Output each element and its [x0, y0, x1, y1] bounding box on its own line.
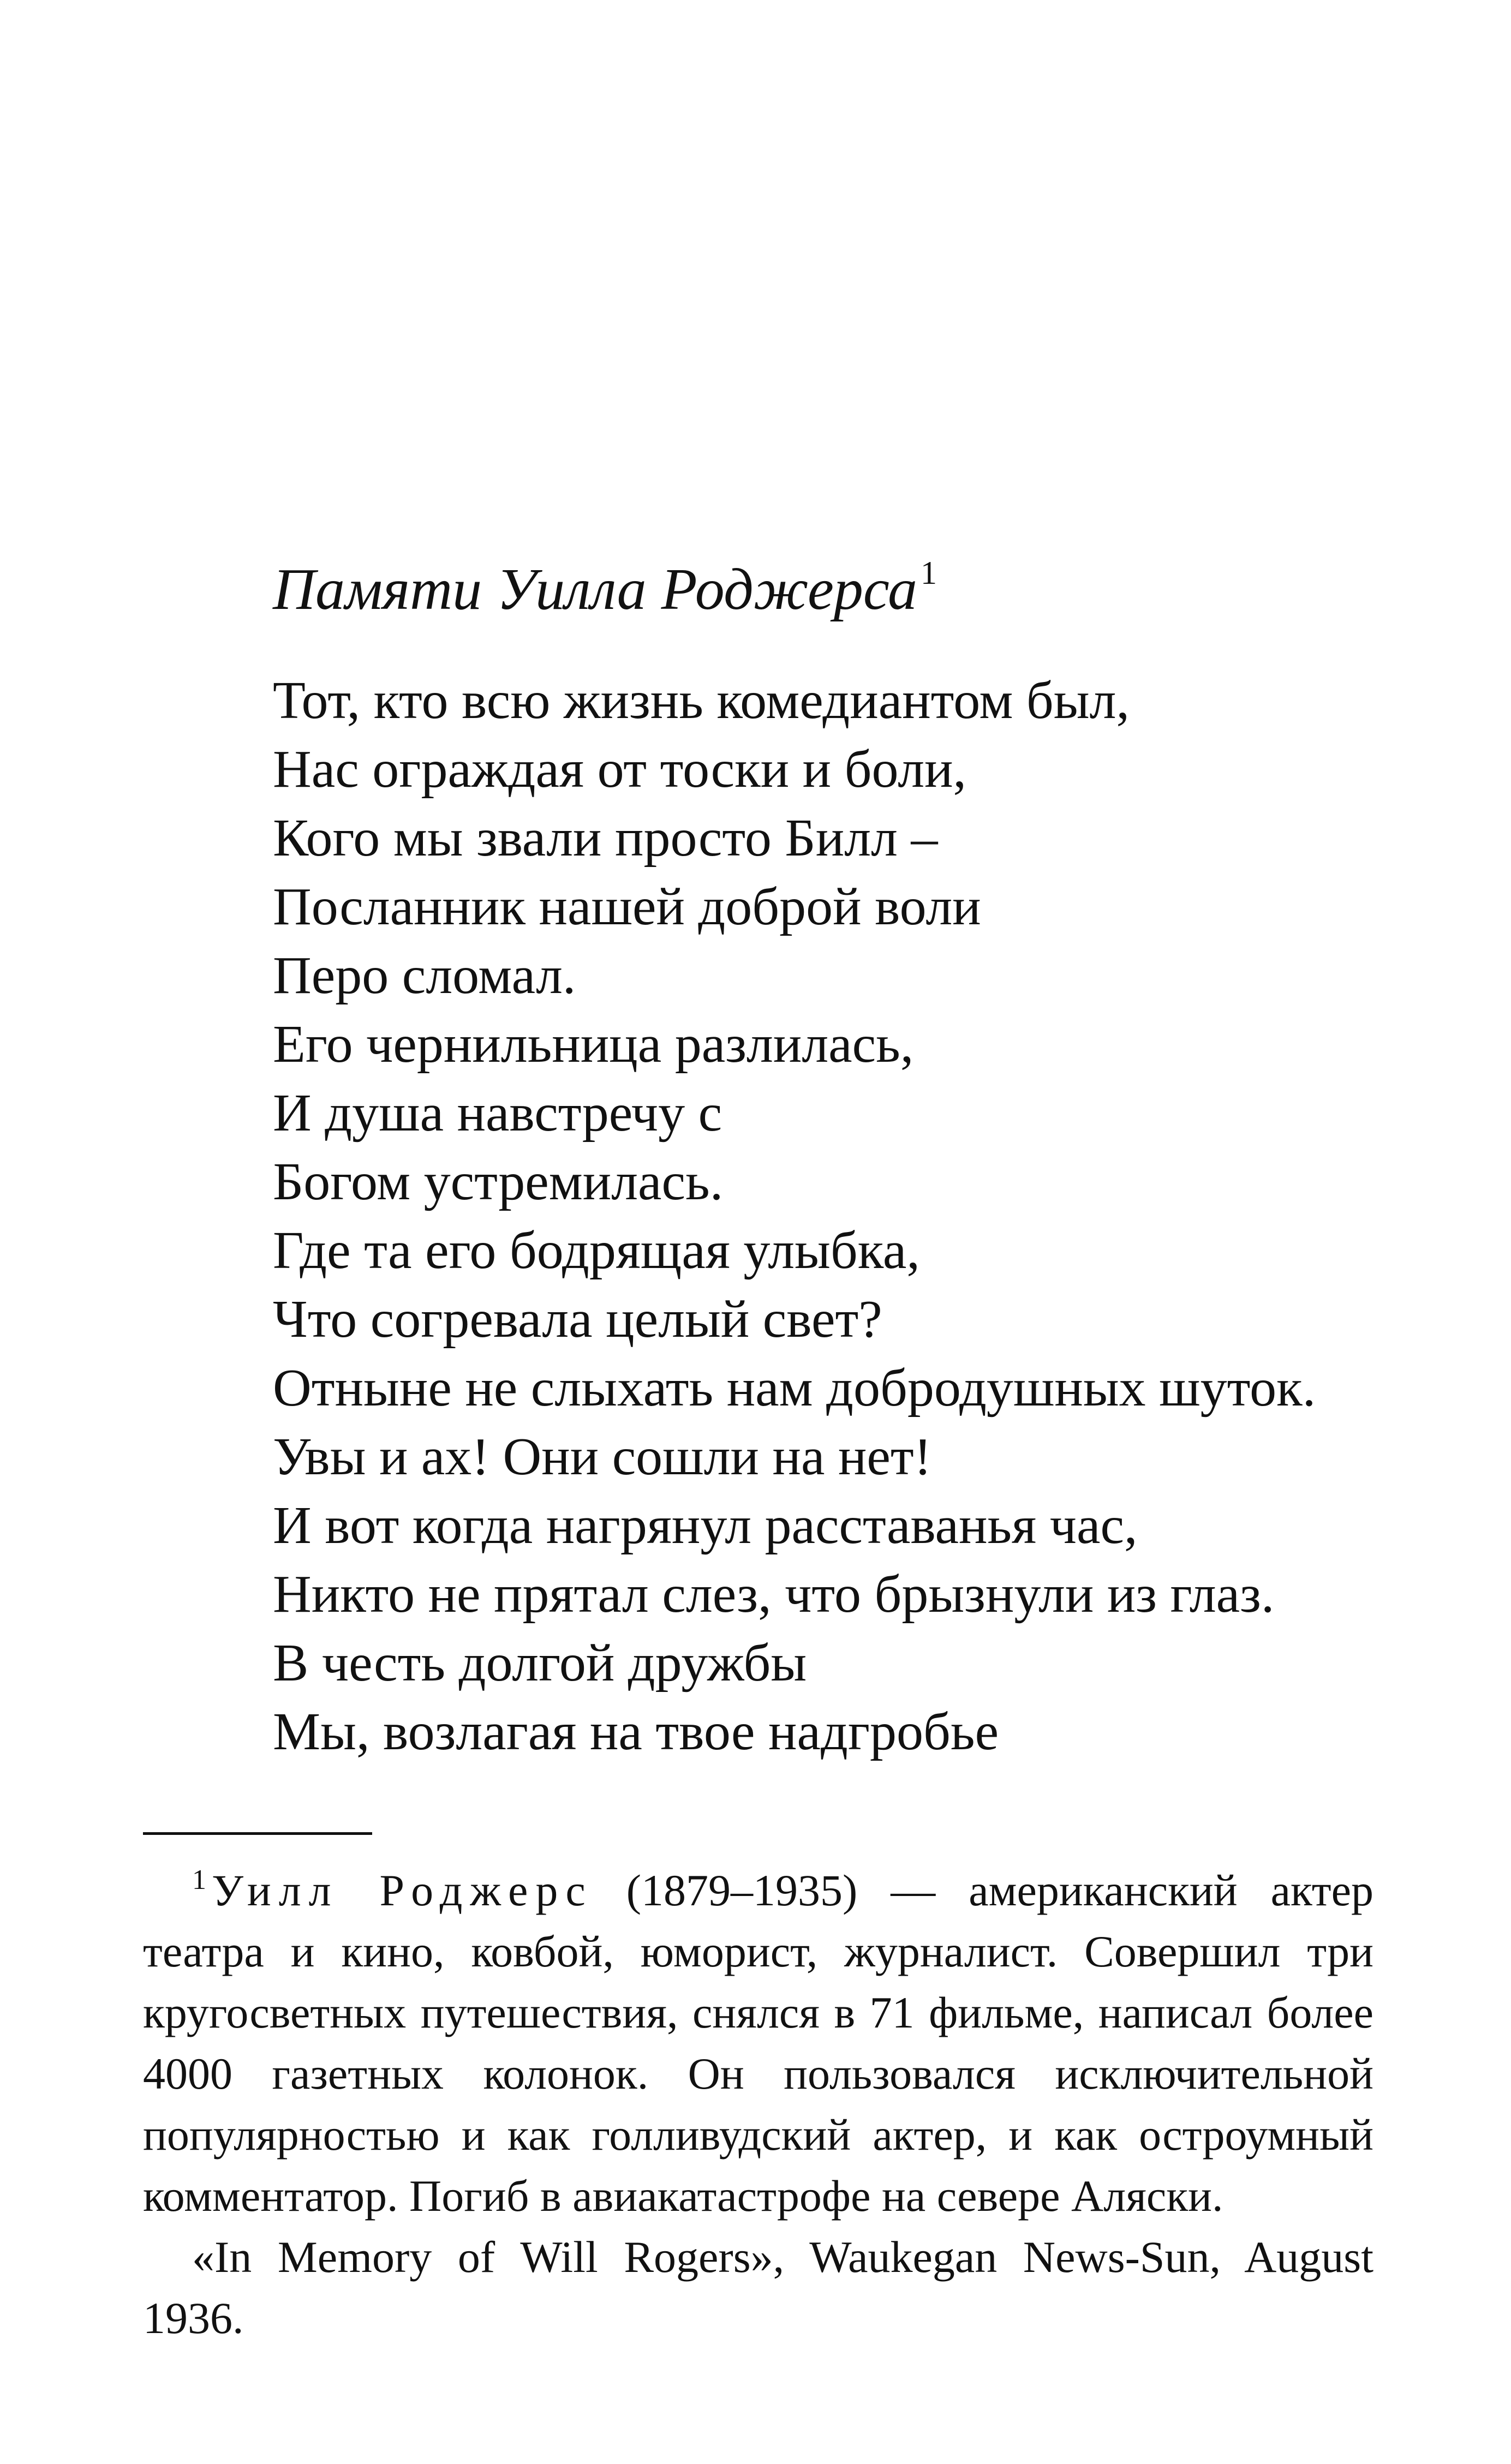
poem-line: Его чернильница разлилась,: [273, 1015, 914, 1074]
poem-line: Никто не прятал слез, что брызнули из глаз.: [273, 1565, 1275, 1624]
poem-line: В честь долгой дружбы: [273, 1634, 807, 1692]
poem-line: Перо сломал.: [273, 946, 576, 1005]
footnote-separator: [143, 1832, 372, 1835]
poem-line: Мы, возлагая на твое надгробье: [273, 1702, 999, 1761]
poem-title-text: Памяти Уилла Роджерса: [273, 557, 918, 622]
poem-title: [273, 537, 1391, 625]
poem-line: Увы и ах! Они сошли на нет!: [273, 1427, 932, 1486]
poem-line: Кого мы звали просто Билл –: [273, 809, 938, 868]
poem-line: Посланник нашей доброй воли: [273, 877, 981, 936]
poem-line: Что согревала целый свет?: [273, 1290, 882, 1349]
poem-line: Богом устремилась.: [273, 1152, 724, 1211]
poem-line: Тот, кто всю жизнь комедиантом был,: [273, 671, 1130, 730]
footnote-reference: 1: [921, 555, 937, 591]
footnote-text: (1879–1935) — американский актер театра и кино, ковбой, юморист, журналист. Совершил три кругосветных путешествия, снялся в 71 фильме, написал более 4000 газетных колонок. Он пользовался исключительной популярностью и как голливудский актер, и как остроумный комментатор. Погиб в авиакатастрофе на севере Аляски.: [143, 1865, 1374, 2221]
footnote-source: «In Memory of Will Rogers», Waukegan News-Sun, August 1936.: [143, 2232, 1373, 2343]
poem-line: Отныне не слыхать нам добродушных шуток.: [273, 1359, 1316, 1418]
poem-lines: [273, 666, 1391, 1766]
poem: [273, 537, 1391, 1766]
footnotes: [143, 1850, 1373, 2349]
poem-line: Нас ограждая от тоски и боли,: [273, 740, 967, 799]
poem-line: И душа навстречу с: [273, 1084, 722, 1143]
footnote-subject-name: Уилл Роджерс: [212, 1865, 593, 1915]
footnote-marker: 1: [192, 1864, 206, 1895]
footnote-1: [143, 1850, 1373, 2227]
poem-line: Где та его бодрящая улыбка,: [273, 1221, 920, 1280]
poem-line: И вот когда нагрянул расставанья час,: [273, 1496, 1138, 1555]
